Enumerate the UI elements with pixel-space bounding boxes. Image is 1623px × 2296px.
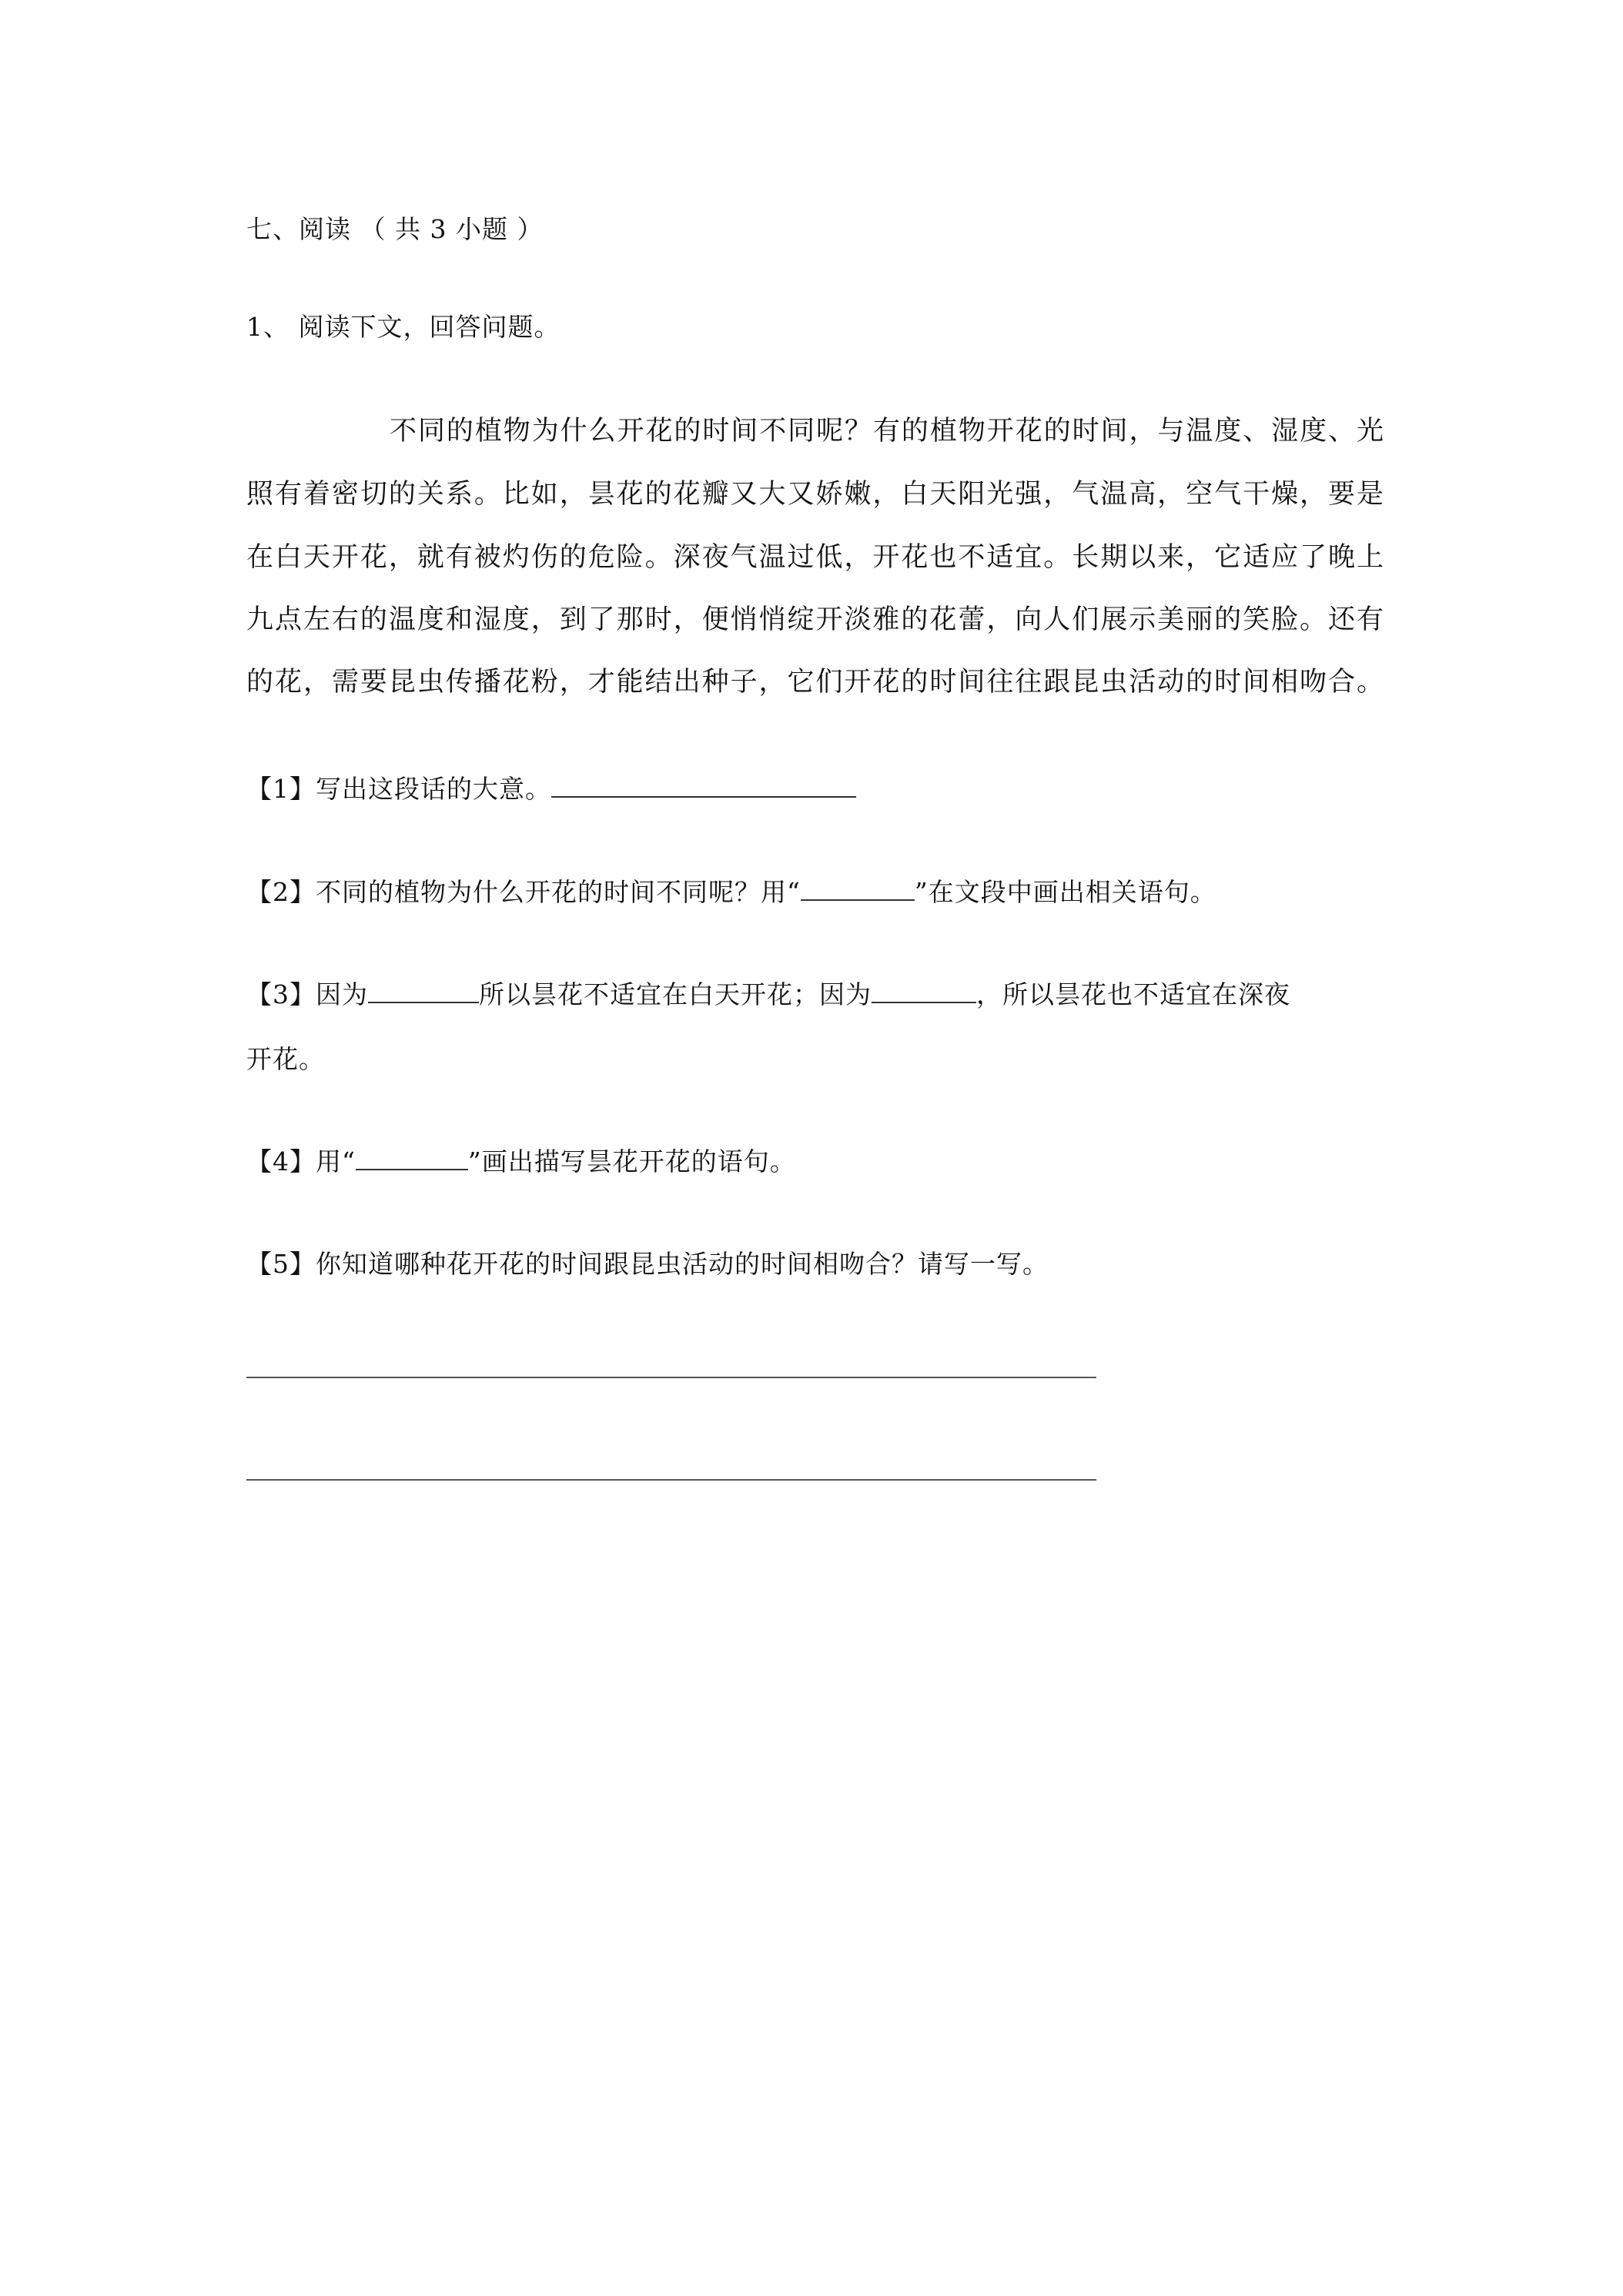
subquestion-1 xyxy=(246,772,856,806)
subquestion-3-part3: ，所以昙花也不适宜在深夜 xyxy=(976,979,1290,1009)
passage-line: 不同的植物为什么开花的时间不同呢？有的植物开花的时间，与温度、湿度、光 xyxy=(390,416,1384,447)
subquestion-1-text: 【1】写出这段话的大意。 xyxy=(246,774,551,804)
subquestion-2-text-before: 【2】不同的植物为什么开花的时间不同呢？用“ xyxy=(246,877,801,907)
subquestion-2-text-after: ”在文段中画出相关语句。 xyxy=(914,877,1216,907)
answer-blank[interactable] xyxy=(368,979,479,1003)
passage-line: 的花，需要昆虫传播花粉，才能结出种子，它们开花的时间往往跟昆虫活动的时间相吻合。 xyxy=(246,667,1384,698)
subquestion-3-part1: 【3】因为 xyxy=(246,979,368,1009)
subquestion-4-text-before: 【4】用“ xyxy=(246,1146,356,1176)
subquestion-2 xyxy=(246,875,1216,909)
section-title: 七、阅读 （ 共 3 小题 ） xyxy=(246,214,544,244)
underline-sample xyxy=(801,876,915,901)
answer-line[interactable] xyxy=(246,1479,1096,1481)
subquestion-5: 【5】你知道哪种花开花的时间跟昆虫活动的时间相吻合？请写一写。 xyxy=(246,1249,1049,1279)
subquestion-3 xyxy=(246,978,1290,1012)
subquestion-3-part2: 所以昙花不适宜在白天开花；因为 xyxy=(479,979,872,1009)
passage-line: 在白天开花，就有被灼伤的危险。深夜气温过低，开花也不适宜。长期以来，它适应了晚上 xyxy=(246,542,1384,573)
subquestion-4 xyxy=(246,1145,796,1179)
question-1-heading: 1、 阅读下文，回答问题。 xyxy=(246,312,561,342)
answer-line[interactable] xyxy=(246,1377,1096,1378)
subquestion-3-line2: 开花。 xyxy=(246,1044,325,1074)
underline-sample xyxy=(356,1146,468,1170)
passage-line: 照有着密切的关系。比如，昙花的花瓣又大又娇嫩，白天阳光强，气温高，空气干燥，要是 xyxy=(246,479,1384,510)
subquestion-4-text-after: ”画出描写昙花开花的语句。 xyxy=(467,1146,796,1176)
passage-line: 九点左右的温度和湿度，到了那时，便悄悄绽开淡雅的花蕾，向人们展示美丽的笑脸。还有 xyxy=(246,604,1384,635)
answer-blank[interactable] xyxy=(872,979,976,1003)
answer-blank[interactable] xyxy=(551,773,856,798)
